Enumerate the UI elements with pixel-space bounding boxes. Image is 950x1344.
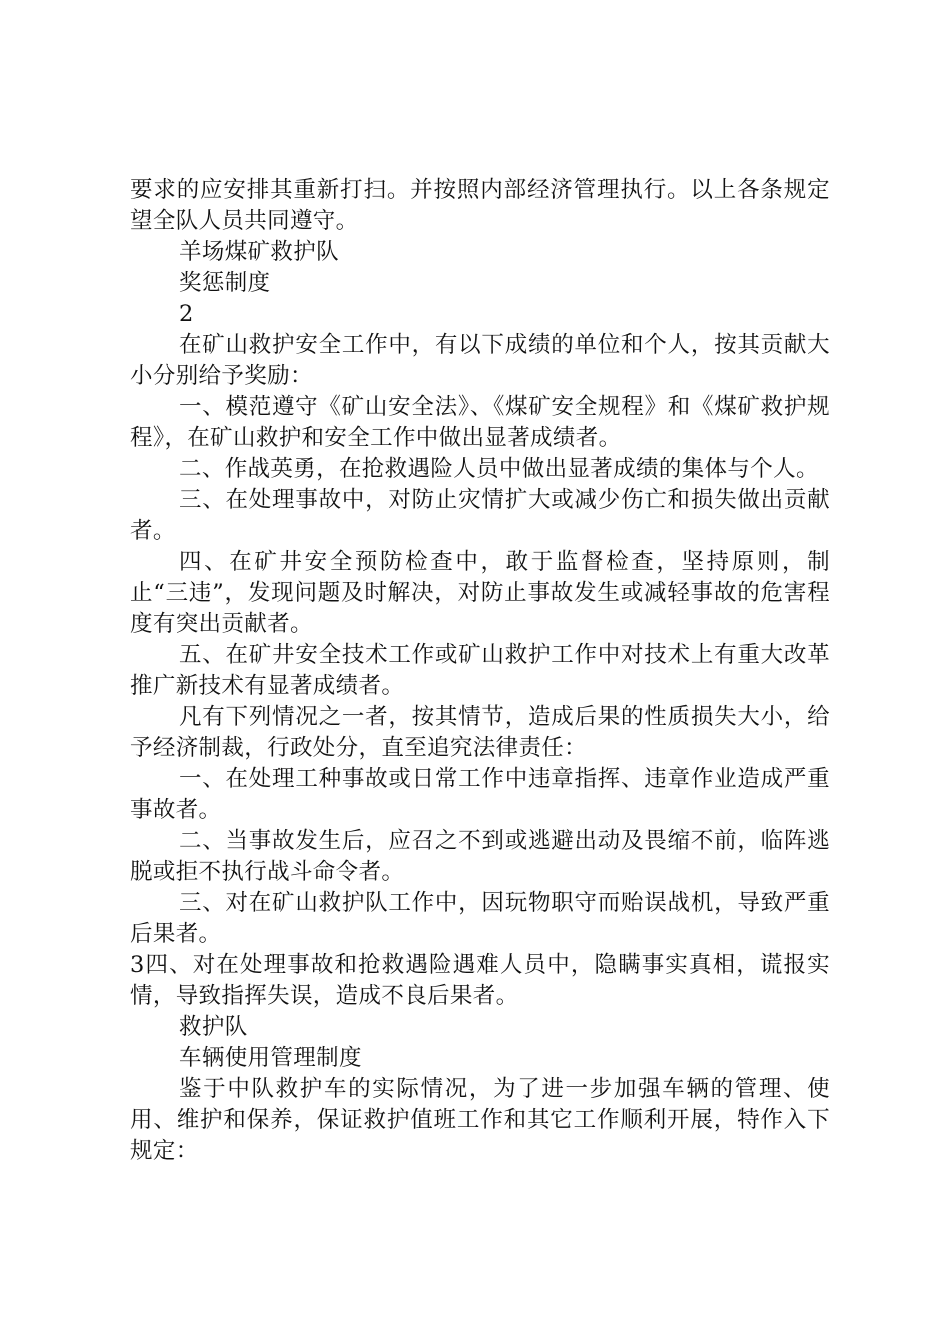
paragraph-closing-rule: 要求的应安排其重新打扫。并按照内部经济管理执行。以上各条规定望全队人员共同遵守。 xyxy=(130,177,830,234)
reward-item-1: 一、模范遵守《矿山安全法》、《煤矿安全规程》和《煤矿救护规程》，在矿山救护和安全工作中做出显著成绩者。 xyxy=(130,394,830,451)
document-body xyxy=(130,175,830,1167)
reward-item-5: 五、在矿井安全技术工作或矿山救护工作中对技术上有重大改革推广新技术有显著成绩者。 xyxy=(130,642,830,699)
penalty-item-2: 二、当事故发生后，应召之不到或逃避出动及畏缩不前，临阵逃脱或拒不执行战斗命令者。 xyxy=(130,828,830,885)
paragraph-vehicle-intro: 鉴于中队救护车的实际情况，为了进一步加强车辆的管理、使用、维护和保养，保证救护值班工作和其它工作顺利开展，特作入下规定： xyxy=(130,1076,830,1164)
penalty-item-4: 3四、对在处理事故和抢救遇险遇难人员中，隐瞒事实真相，谎报实情，导致指挥失误，造成不良后果者。 xyxy=(130,952,830,1009)
page-number-marker: 2 xyxy=(179,301,194,327)
paragraph-penalty-intro: 凡有下列情况之一者，按其情节，造成后果的性质损失大小，给予经济制裁，行政处分，直至追究法律责任： xyxy=(130,704,830,761)
section-title-rewards-penalties: 奖惩制度 xyxy=(179,270,271,296)
paragraph-reward-intro: 在矿山救护安全工作中，有以下成绩的单位和个人，按其贡献大小分别给予奖励： xyxy=(130,332,830,389)
organization-name: 羊场煤矿救护队 xyxy=(179,239,339,265)
reward-item-3: 三、在处理事故中，对防止灾情扩大或减少伤亡和损失做出贡献者。 xyxy=(130,487,830,544)
reward-item-4: 四、在矿井安全预防检查中，敢于监督检查，坚持原则，制止“三违”，发现问题及时解决，对防止事故发生或减轻事故的危害程度有突出贡献者。 xyxy=(130,549,830,637)
penalty-item-3: 三、对在矿山救护队工作中，因玩物职守而贻误战机，导致严重后果者。 xyxy=(130,890,830,947)
penalty-item-1: 一、在处理工种事故或日常工作中违章指挥、违章作业造成严重事故者。 xyxy=(130,766,830,823)
reward-item-2: 二、作战英勇，在抢救遇险人员中做出显著成绩的集体与个人。 xyxy=(179,456,819,482)
organization-short-name: 救护队 xyxy=(179,1014,248,1040)
section-title-vehicle-management: 车辆使用管理制度 xyxy=(179,1045,362,1071)
